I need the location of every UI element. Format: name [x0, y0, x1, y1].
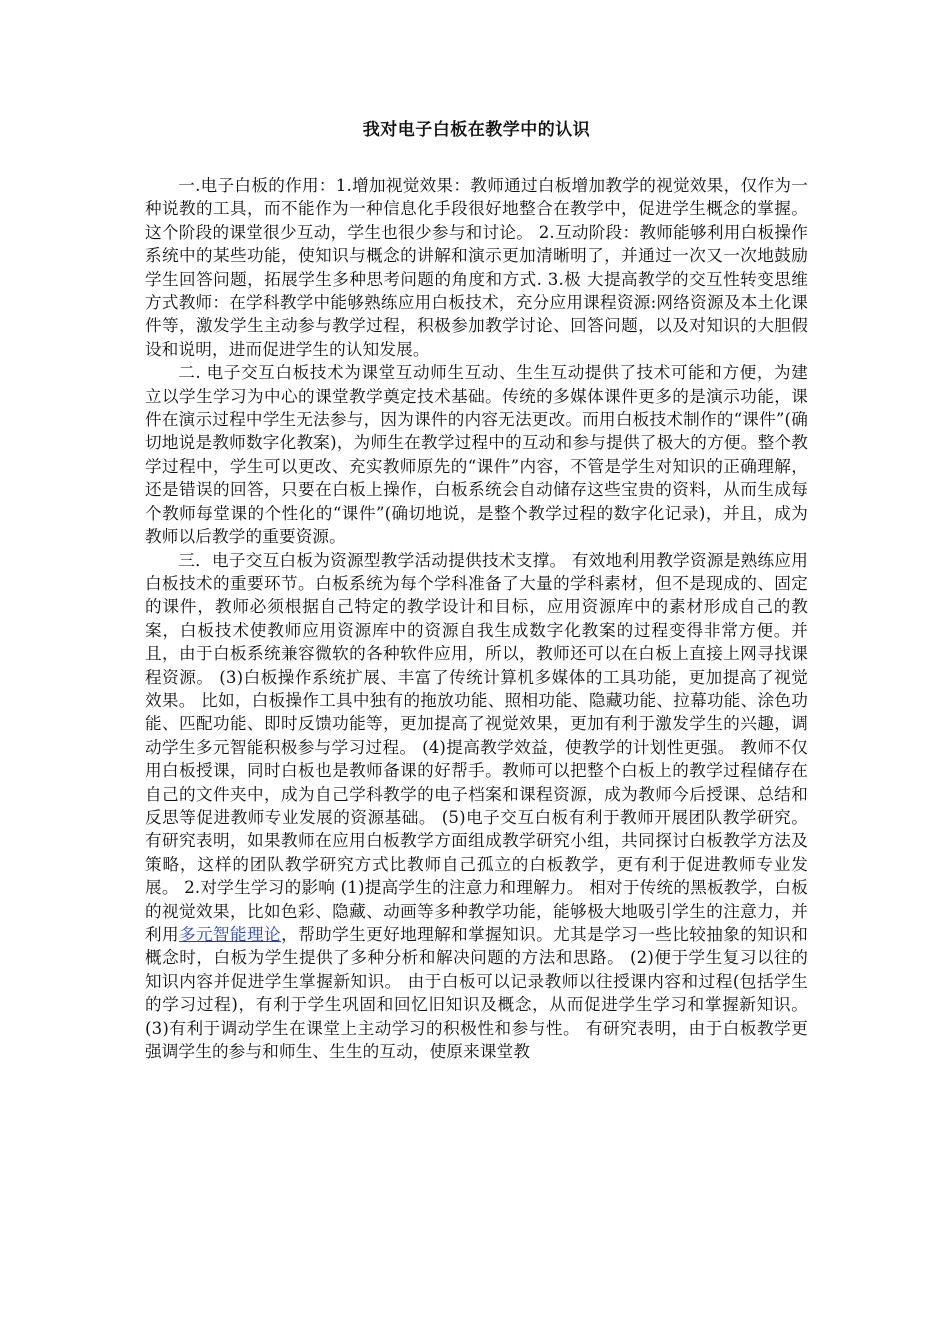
- paragraph-1: 一.电子白板的作用：1.增加视觉效果：教师通过白板增加教学的视觉效果，仅作为一种说教的工具，而不能作为一种信息化手段很好地整合在教学中，促进学生概念的掌握。这个阶段的课堂很少互动，学生也很少参与和讨论。 2.互动阶段：教师能够利用白板操作系统中的某些功能，使知识与概念的讲解和演示更加清晰明了，并通过一次又一次地鼓励学生回答问题，拓展学生多种思考问题的角度和方式. 3.极 大提高教学的交互性转变思维方式教师：在学科教学中能够熟练应用白板技术，充分应用课程资源:网络资源及本土化课件等，激发学生主动参与教学过程，积极参加教学讨论、回答问题，以及对知识的大胆假设和说明，进而促进学生的认知发展。: [145, 176, 808, 359]
- paragraph-3-text-after-link: ，帮助学生更好地理解和掌握知识。尤其是学习一些比较抽象的知识和概念时，白板为学生提供了多种分析和解决问题的方法和思路。 (2)便于学生复习以往的知识内容并促进学生掌握新知识。 由于白板可以记录教师以往授课内容和过程(包括学生的学习过程)，有利于学生巩固和回忆旧知识及概念，从而促进学生学习和掌握新知识。 (3)有利于调动学生在课堂上主动学习的积极性和参与性。 有研究表明，由于白板教学更强调学生的参与和师生、生生的互动，使原来课堂教: [145, 925, 808, 1062]
- document-page: [145, 118, 808, 1063]
- paragraph-2: 二. 电子交互白板技术为课堂互动师生互动、生生互动提供了技术可能和方便，为建立以学生学习为中心的课堂教学奠定技术基础。传统的多媒体课件更多的是演示功能，课件在演示过程中学生无法参与，因为课件的内容无法更改。而用白板技术制作的“课件”(确切地说是教师数字化教案)，为师生在教学过程中的互动和参与提供了极大的方便。整个教学过程中，学生可以更改、充实教师原先的“课件”内容，不管是学生对知识的正确理解，还是错误的回答，只要在白板上操作，白板系统会自动储存这些宝贵的资料，从而生成每个教师每堂课的个性化的“课件”(确切地说，是整个教学过程的数字化记录)，并且，成为教师以后教学的重要资源。: [145, 363, 808, 547]
- multiple-intelligences-link[interactable]: 多元智能理论: [179, 925, 282, 944]
- paragraph-3: [145, 549, 808, 1064]
- document-title: 我对电子白板在教学中的认识: [362, 120, 591, 140]
- paragraph-3-text-before-link: 三．电子交互白板为资源型教学活动提供技术支撑。 有效地利用教学资源是熟练应用白板技术的重要环节。白板系统为每个学科准备了大量的学科素材，但不是现成的、固定的课件，教师必须根据自己特定的教学设计和目标，应用资源库中的素材形成自己的教案，白板技术使教师应用资源库中的资源自我生成数字化教案的过程变得非常方便。并且，由于白板系统兼容微软的各种软件应用，所以，教师还可以在白板上直接上网寻找课程资源。 (3)白板操作系统扩展、丰富了传统计算机多媒体的工具功能，更加提高了视觉效果。 比如，白板操作工具中独有的拖放功能、照相功能、隐藏功能、拉幕功能、涂色功能、匹配功能、即时反馈功能等，更加提高了视觉效果，更加有利于激发学生的兴趣，调动学生多元智能积极参与学习过程。 (4)提高教学效益，使教学的计划性更强。 教师不仅用白板授课，同时白板也是教师备课的好帮手。教师可以把整个白板上的教学过程储存在自己的文件夹中，成为自己学科教学的电子档案和课程资源，成为教师今后授课、总结和反思等促进教师专业发展的资源基础。 (5)电子交互白板有利于教师开展团队教学研究。 有研究表明，如果教师在应用白板教学方面组成教学研究小组，共同探讨白板教学方法及策略，这样的团队教学研究方式比教师自己孤立的白板教学，更有利于促进教师专业发展。 2.对学生学习的影响 (1)提高学生的注意力和理解力。 相对于传统的黑板教学，白板的视觉效果，比如色彩、隐藏、动画等多种教学功能，能够极大地吸引学生的注意力，并利用: [145, 550, 808, 944]
